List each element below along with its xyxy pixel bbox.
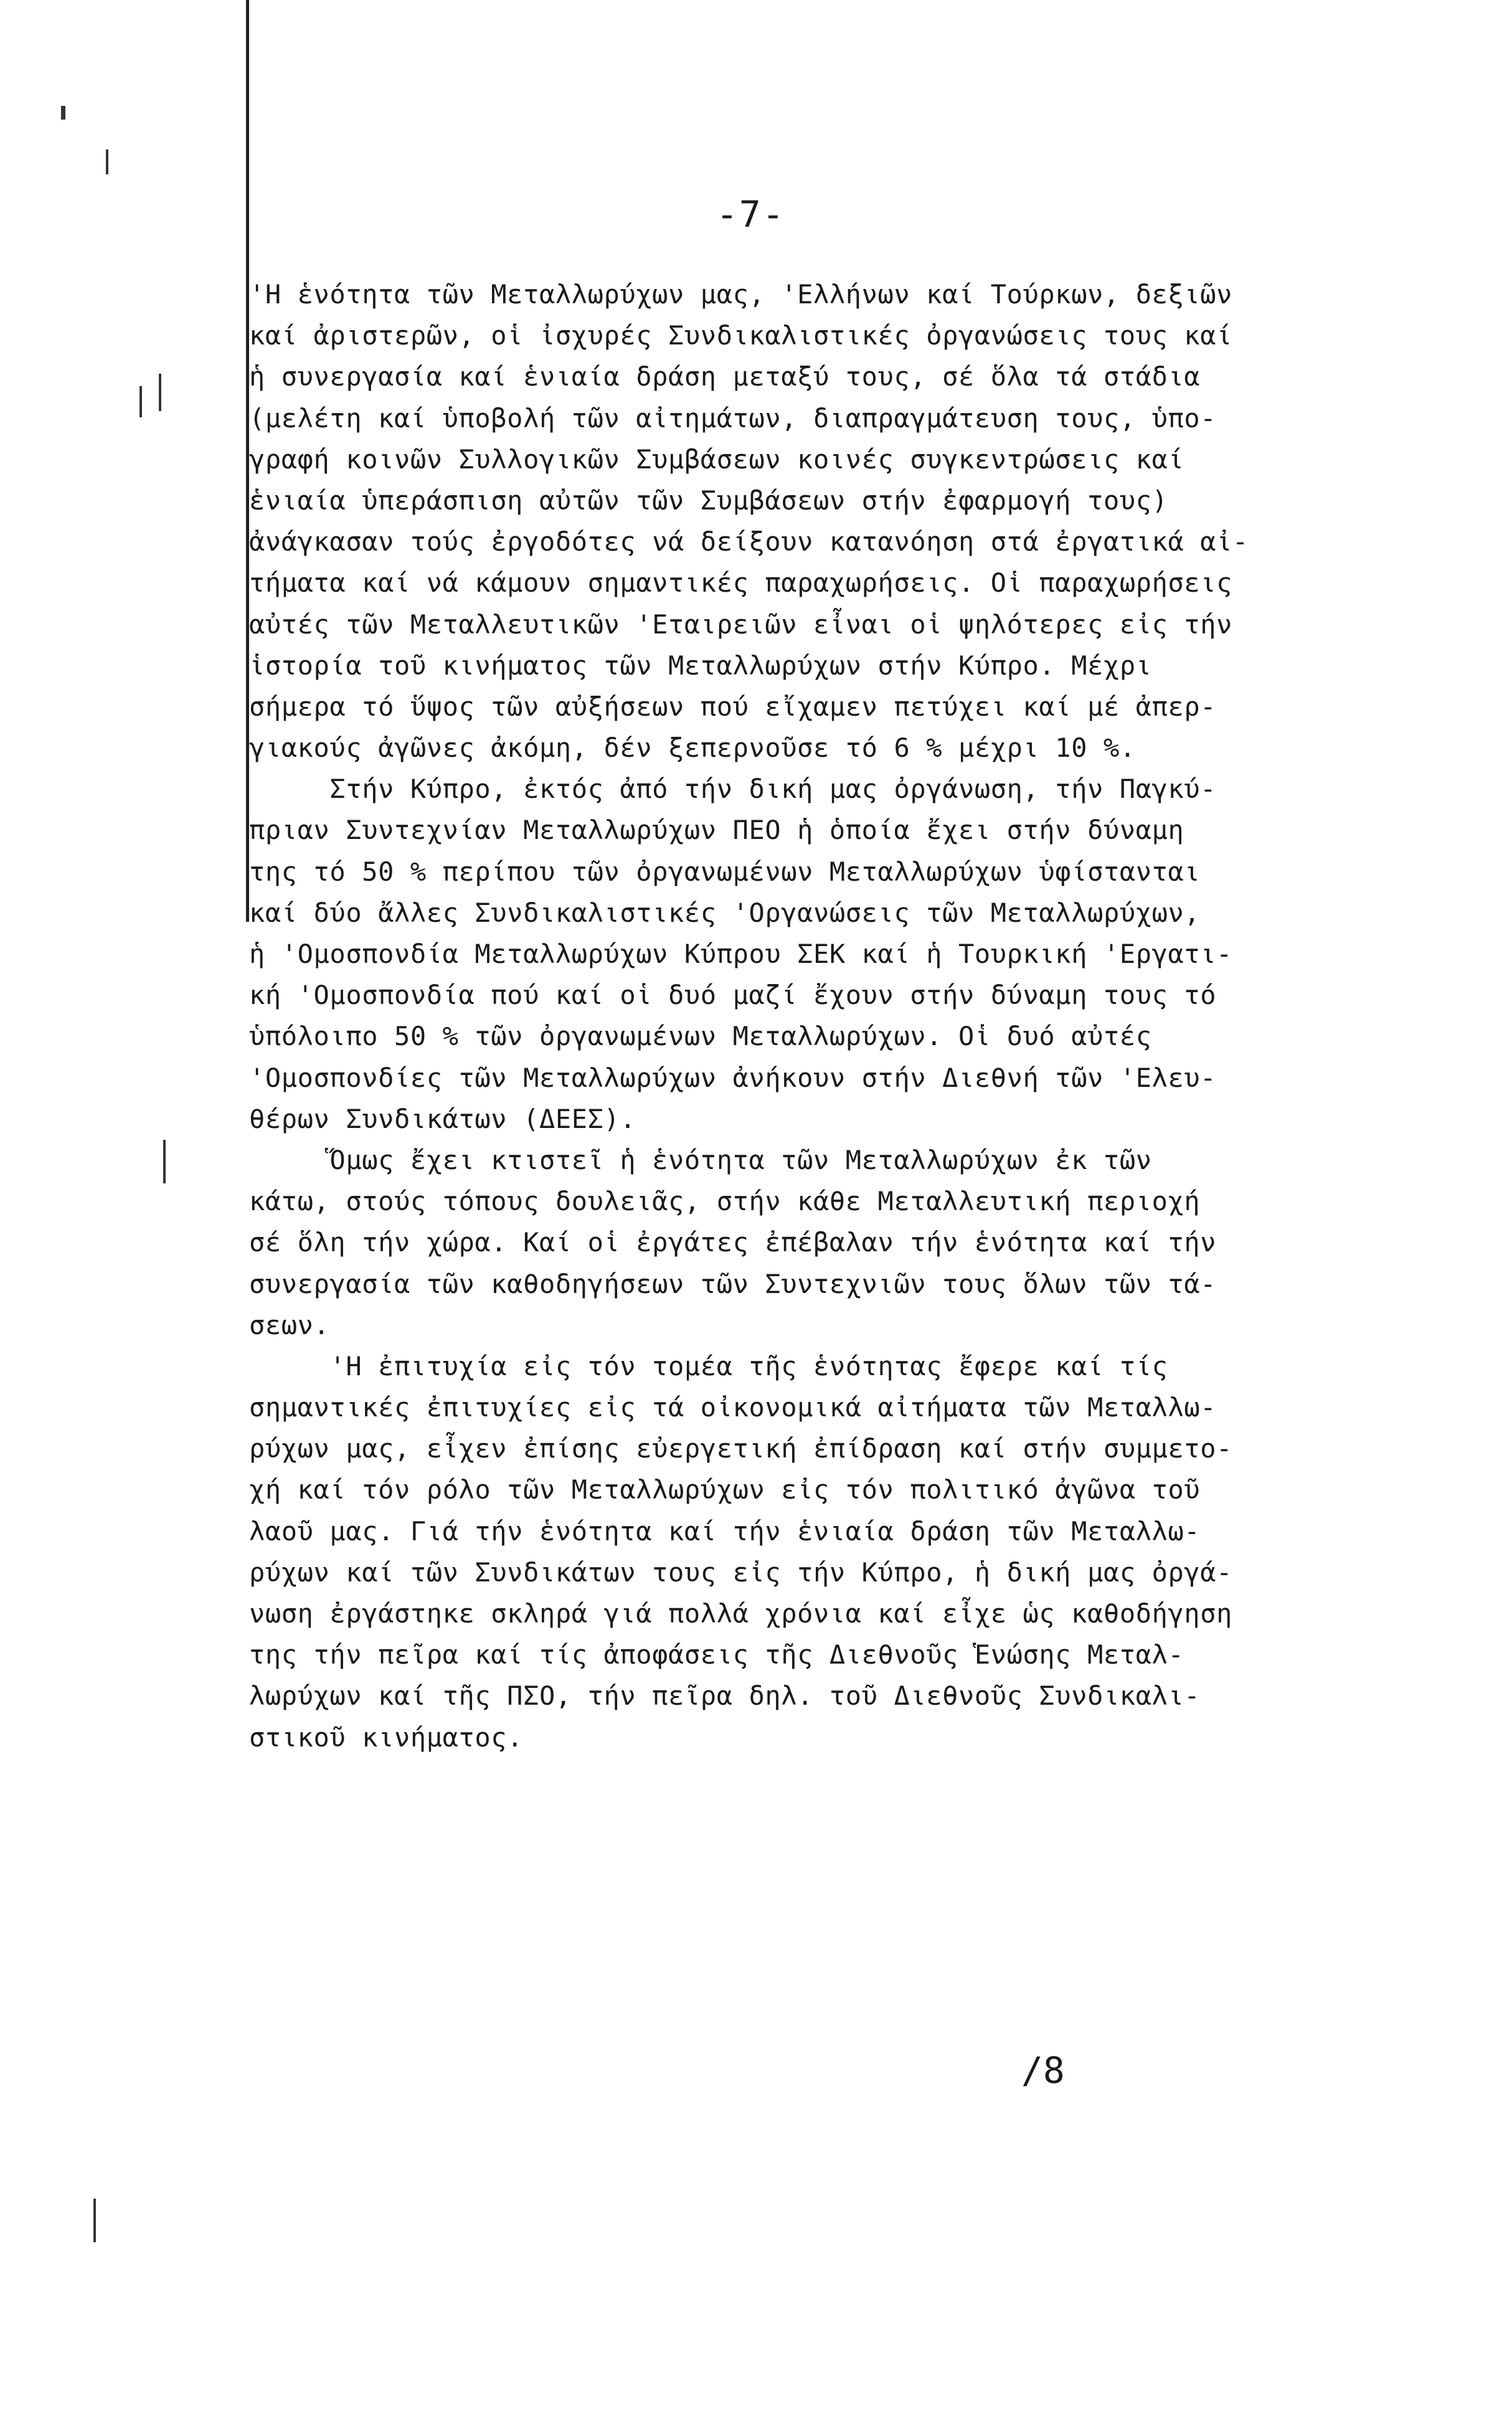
text-line: ἀνάγκασαν τούς ἐργοδότες νά δείξουν κατανόηση στά ἐργατικά αἰ- bbox=[249, 526, 1249, 557]
body-text bbox=[249, 274, 1420, 1758]
text-line: χή καί τόν ρόλο τῶν Μεταλλωρύχων εἰς τόν πολιτικό ἀγῶνα τοῦ bbox=[249, 1474, 1201, 1505]
continuation-marker: /8 bbox=[1021, 2049, 1065, 2091]
text-line: 'Η ἐπιτυχία εἰς τόν τομέα τῆς ἑνότητας ἔφερε καί τίς bbox=[249, 1350, 1168, 1381]
text-line: γιακούς ἀγῶνες ἀκόμη, δέν ξεπερνοῦσε τό 6 % μέχρι 10 %. bbox=[249, 732, 1136, 764]
text-line: Στήν Κύπρο, ἐκτός ἀπό τήν δική μας ὀργάνωση, τήν Παγκύ- bbox=[249, 774, 1217, 805]
page-number: -7- bbox=[716, 193, 785, 235]
text-line: κή 'Ομοσπονδία πού καί οἱ δυό μαζί ἔχουν στήν δύναμη τους τό bbox=[249, 980, 1217, 1011]
text-line: ρύχων καί τῶν Συνδικάτων τους εἰς τήν Κύπρο, ἡ δική μας ὀργά- bbox=[249, 1556, 1233, 1588]
text-line: ὑπόλοιπο 50 % τῶν ὀργανωμένων Μεταλλωρύχων. Οἱ δυό αὐτές bbox=[249, 1021, 1152, 1052]
text-line: λαοῦ μας. Γιά τήν ἑνότητα καί τήν ἑνιαία δράση τῶν Μεταλλω- bbox=[249, 1515, 1201, 1547]
text-line: πριαν Συντεχνίαν Μεταλλωρύχων ΠΕΟ ἡ ὁποία ἔχει στήν δύναμη bbox=[249, 815, 1184, 846]
text-line: συνεργασία τῶν καθοδηγήσεων τῶν Συντεχνιῶν τους ὅλων τῶν τά- bbox=[249, 1268, 1217, 1299]
text-line: ρύχων μας, εἶχεν ἐπίσης εὐεργετική ἐπίδραση καί στήν συμμετο- bbox=[249, 1433, 1233, 1464]
text-line: καί ἀριστερῶν, οἱ ἰσχυρές Συνδικαλιστικές ὀργανώσεις τους καί bbox=[249, 320, 1233, 351]
text-line: στικοῦ κινήματος. bbox=[249, 1722, 524, 1753]
text-line: της τήν πεῖρα καί τίς ἀποφάσεις τῆς Διεθνοῦς Ἑνώσης Μεταλ- bbox=[249, 1639, 1184, 1670]
text-line: ἡ συνεργασία καί ἑνιαία δράση μεταξύ τους, σέ ὅλα τά στάδια bbox=[249, 361, 1201, 392]
scan-speck bbox=[159, 374, 161, 411]
text-line: τήματα καί νά κάμουν σημαντικές παραχωρήσεις. Οἱ παραχωρήσεις bbox=[249, 567, 1233, 599]
text-line: ἱστορία τοῦ κινήματος τῶν Μεταλλωρύχων στήν Κύπρο. Μέχρι bbox=[249, 650, 1152, 681]
scan-speck bbox=[93, 2199, 96, 2242]
text-line: ἡ 'Ομοσπονδία Μεταλλωρύχων Κύπρου ΣΕΚ καί ἡ Τουρκική 'Εργατι- bbox=[249, 939, 1233, 969]
text-line: καί δύο ἄλλες Συνδικαλιστικές 'Οργανώσεις τῶν Μεταλλωρύχων, bbox=[249, 897, 1201, 928]
scan-speck bbox=[61, 106, 65, 120]
text-line: κάτω, στούς τόπους δουλειᾶς, στήν κάθε Μεταλλευτική περιοχή bbox=[249, 1186, 1201, 1217]
text-line: Ὅμως ἔχει κτιστεῖ ἡ ἑνότητα τῶν Μεταλλωρύχων ἐκ τῶν bbox=[249, 1144, 1152, 1175]
text-line: σήμερα τό ὕψος τῶν αὐξήσεων πού εἴχαμεν πετύχει καί μέ ἀπερ- bbox=[249, 691, 1217, 722]
text-line: νωση ἐργάστηκε σκληρά γιά πολλά χρόνια καί εἶχε ὡς καθοδήγηση bbox=[249, 1598, 1233, 1629]
text-line: σημαντικές ἐπιτυχίες εἰς τά οἰκονομικά αἰτήματα τῶν Μεταλλω- bbox=[249, 1392, 1217, 1423]
text-line: σεων. bbox=[249, 1309, 330, 1340]
scan-speck bbox=[163, 1140, 166, 1183]
scan-speck bbox=[106, 149, 108, 174]
text-line: αὐτές τῶν Μεταλλευτικῶν 'Εταιρειῶν εἶναι οἱ ψηλότερες εἰς τήν bbox=[249, 609, 1233, 640]
text-line: σέ ὅλη τήν χώρα. Καί οἱ ἐργάτες ἐπέβαλαν τήν ἑνότητα καί τήν bbox=[249, 1227, 1217, 1258]
text-line: γραφή κοινῶν Συλλογικῶν Συμβάσεων κοινές συγκεντρώσεις καί bbox=[249, 443, 1184, 475]
text-line: 'Ομοσπονδίες τῶν Μεταλλωρύχων ἀνήκουν στήν Διεθνή τῶν 'Ελευ- bbox=[249, 1062, 1217, 1093]
scan-speck bbox=[139, 386, 142, 417]
text-line: ἑνιαία ὑπεράσπιση αὐτῶν τῶν Συμβάσεων στήν ἐφαρμογή τους) bbox=[249, 485, 1168, 516]
text-line: (μελέτη καί ὑποβολή τῶν αἰτημάτων, διαπραγμάτευση τους, ὑπο- bbox=[249, 402, 1217, 433]
text-line: της τό 50 % περίπου τῶν ὀργανωμένων Μεταλλωρύχων ὑφίστανται bbox=[249, 856, 1201, 887]
text-line: θέρων Συνδικάτων (ΔΕΕΣ). bbox=[249, 1103, 636, 1134]
text-line: 'Η ἑνότητα τῶν Μεταλλωρύχων μας, 'Ελλήνων καί Τούρκων, δεξιῶν bbox=[249, 279, 1233, 310]
text-line: λωρύχων καί τῆς ΠΣΟ, τήν πεῖρα δηλ. τοῦ Διεθνοῦς Συνδικαλι- bbox=[249, 1680, 1201, 1712]
